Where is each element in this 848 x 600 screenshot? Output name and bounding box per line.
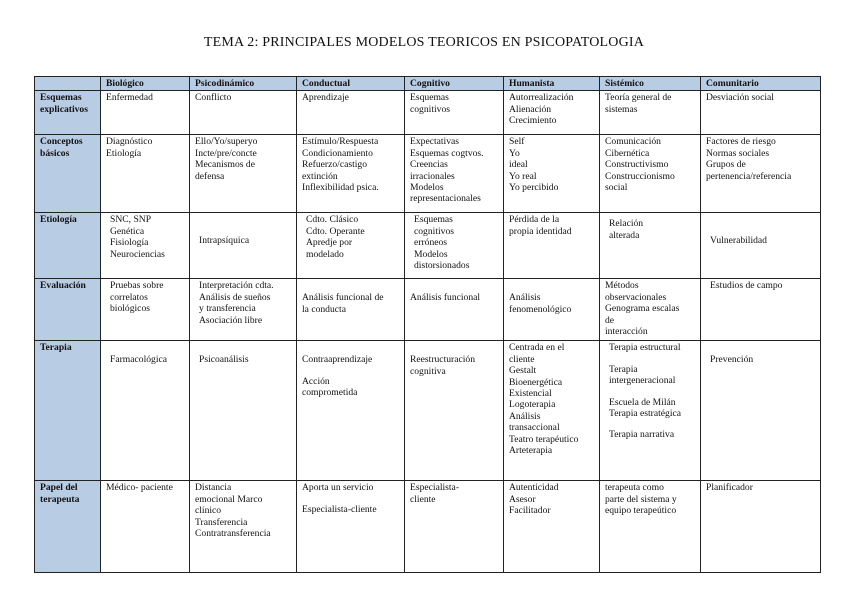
cell-line: cognitiva bbox=[410, 365, 446, 377]
cell-line: Aprendizaje bbox=[302, 92, 349, 104]
row-header-line: Terapia bbox=[40, 342, 72, 354]
cell-line: representacionales bbox=[410, 193, 481, 205]
cell-line: Estímulo/Respuesta bbox=[302, 136, 379, 148]
cell-conceptos-basicos-humanista bbox=[504, 135, 600, 213]
cell-line: Farmacológica bbox=[110, 354, 168, 366]
cell-line: pertenencia/referencia bbox=[706, 170, 792, 182]
cell-line: social bbox=[605, 182, 628, 194]
cell-line: propia identidad bbox=[509, 225, 572, 237]
row-header-line: Etiología bbox=[40, 214, 77, 226]
cell-papel-del-terapeuta-conductual bbox=[297, 481, 405, 573]
cell-line: Especialista-cliente bbox=[302, 503, 377, 515]
cell-line: Análisis funcional bbox=[410, 292, 481, 304]
cell-line: y transferencia bbox=[199, 303, 256, 315]
row-header-line: Papel del bbox=[40, 482, 78, 494]
header-row bbox=[35, 77, 821, 91]
cell-line: Acción bbox=[302, 375, 330, 387]
row-papel-del-terapeuta bbox=[35, 481, 821, 573]
cell-papel-del-terapeuta-cognitivo bbox=[405, 481, 504, 573]
cell-etiologia-psicodinamico bbox=[190, 213, 297, 279]
cell-spacer bbox=[609, 419, 695, 429]
cell-line: observacionales bbox=[605, 291, 667, 303]
cell-line: Centrada en el bbox=[509, 342, 565, 354]
cell-line: Modelos bbox=[410, 182, 444, 194]
cell-etiologia-conductual bbox=[297, 213, 405, 279]
cell-line: Ello/Yo/superyo bbox=[195, 136, 258, 148]
cell-line: Terapia estratégica bbox=[609, 408, 682, 420]
cell-terapia-conductual bbox=[297, 341, 405, 481]
cell-line: Mecanismos de bbox=[195, 159, 255, 171]
cell-esquemas-explicativos-cognitivo bbox=[405, 91, 504, 135]
cell-etiologia-cognitivo bbox=[405, 213, 504, 279]
col-header-humanista: Humanista bbox=[504, 77, 600, 91]
cell-etiologia-biologico bbox=[101, 213, 190, 279]
cell-line: clínico bbox=[195, 505, 222, 517]
cell-line: Planificador bbox=[706, 482, 753, 494]
cell-line: Pérdida de la bbox=[509, 214, 560, 226]
cell-terapia-humanista bbox=[504, 341, 600, 481]
row-header-line: Evaluación bbox=[40, 280, 86, 292]
cell-line: Médico- paciente bbox=[106, 482, 173, 494]
cell-line: Comunicación bbox=[605, 136, 661, 148]
cell-line: Enfermedad bbox=[106, 92, 153, 104]
cell-line: Contratransferencia bbox=[195, 528, 271, 540]
cell-evaluacion-psicodinamico bbox=[190, 279, 297, 341]
cell-etiologia-humanista bbox=[504, 213, 600, 279]
cell-line: Existencial bbox=[509, 388, 552, 400]
cell-spacer bbox=[302, 494, 399, 504]
cell-esquemas-explicativos-comunitario bbox=[701, 91, 821, 135]
col-header-sistemico: Sistémico bbox=[600, 77, 701, 91]
cell-line: Inflexibilidad psica. bbox=[302, 182, 379, 194]
cell-line: Cdto. Operante bbox=[306, 225, 365, 237]
cell-line: Autenticidad bbox=[509, 482, 559, 494]
cell-line: Reestructuración bbox=[410, 354, 475, 366]
cell-etiologia-sistemico bbox=[600, 213, 701, 279]
cell-line: interacción bbox=[605, 326, 648, 338]
cell-line: Análisis funcional de bbox=[302, 292, 384, 304]
cell-conceptos-basicos-cognitivo bbox=[405, 135, 504, 213]
cell-line: Teoría general de bbox=[605, 92, 672, 104]
cell-line: Escuela de Milán bbox=[609, 396, 676, 408]
cell-line: emocional Marco bbox=[195, 493, 263, 505]
cell-spacer bbox=[609, 354, 695, 364]
row-header-line: terapeuta bbox=[40, 493, 80, 505]
cell-line: Esquemas cogtvos. bbox=[410, 147, 484, 159]
cell-line: Alienación bbox=[509, 103, 552, 115]
cell-line: terapeuta como bbox=[605, 482, 664, 494]
col-header-comunitario: Comunitario bbox=[701, 77, 821, 91]
cell-line: modelado bbox=[306, 248, 344, 260]
cell-line: Autorrealización bbox=[509, 92, 574, 104]
cell-conceptos-basicos-sistemico bbox=[600, 135, 701, 213]
cell-line: Métodos bbox=[605, 280, 639, 292]
cell-line: cognitivos bbox=[410, 103, 450, 115]
cell-line: transaccional bbox=[509, 422, 560, 434]
cell-papel-del-terapeuta-psicodinamico bbox=[190, 481, 297, 573]
cell-line: Estudios de campo bbox=[710, 280, 783, 292]
cell-line: Esquemas bbox=[414, 214, 453, 226]
cell-terapia-sistemico bbox=[600, 341, 701, 481]
cell-evaluacion-sistemico bbox=[600, 279, 701, 341]
row-header-line: básicos bbox=[40, 147, 70, 159]
cell-line: Intrapsíquica bbox=[199, 235, 250, 247]
col-header-psicodinamico: Psicodinámico bbox=[190, 77, 297, 91]
cell-line: Terapia narrativa bbox=[609, 429, 675, 441]
cell-evaluacion-comunitario bbox=[701, 279, 821, 341]
cell-line: Normas sociales bbox=[706, 147, 770, 159]
cell-line: Facilitador bbox=[509, 505, 551, 517]
cell-line: Yo percibido bbox=[509, 182, 559, 194]
cell-papel-del-terapeuta-comunitario bbox=[701, 481, 821, 573]
cell-line: Pruebas sobre bbox=[110, 280, 164, 292]
cell-line: Prevención bbox=[710, 354, 754, 366]
cell-line: Grupos de bbox=[706, 159, 746, 171]
row-header-esquemas-explicativos bbox=[35, 91, 101, 135]
cell-line: Logoterapia bbox=[509, 399, 556, 411]
cell-line: Constructivismo bbox=[605, 159, 669, 171]
cell-line: Gestalt bbox=[509, 365, 537, 377]
cell-line: Genograma escalas bbox=[605, 303, 680, 315]
cell-line: Cdto. Clásico bbox=[306, 214, 359, 226]
cell-line: la conducta bbox=[302, 303, 346, 315]
cell-line: extinción bbox=[302, 170, 338, 182]
cell-line: Arteterapia bbox=[509, 445, 553, 457]
cell-conceptos-basicos-biologico bbox=[101, 135, 190, 213]
cell-line: equipo terapeútico bbox=[605, 505, 677, 517]
cell-line: Expectativas bbox=[410, 136, 460, 148]
row-conceptos-basicos bbox=[35, 135, 821, 213]
cell-line: Esquemas bbox=[410, 92, 449, 104]
row-header-etiologia bbox=[35, 213, 101, 279]
cell-line: Interpretación cdta. bbox=[199, 280, 274, 292]
cell-conceptos-basicos-comunitario bbox=[701, 135, 821, 213]
cell-line: Bioenergética bbox=[509, 376, 563, 388]
cell-spacer bbox=[609, 387, 695, 397]
cell-line: Yo bbox=[509, 147, 520, 159]
row-esquemas-explicativos bbox=[35, 91, 821, 135]
col-header-biologico: Biológico bbox=[101, 77, 190, 91]
cell-line: de bbox=[605, 314, 615, 326]
cell-line: Conflicto bbox=[195, 92, 232, 104]
cell-line: Asesor bbox=[509, 493, 536, 505]
cell-line: Fisiología bbox=[110, 237, 149, 249]
cell-line: Genética bbox=[110, 225, 145, 237]
cell-line: intergeneracional bbox=[609, 375, 676, 387]
cell-terapia-biologico bbox=[101, 341, 190, 481]
cell-line: Especialista- bbox=[410, 482, 460, 494]
cell-line: cliente bbox=[410, 493, 436, 505]
cell-line: Análisis de sueños bbox=[199, 291, 271, 303]
row-header-line: Conceptos bbox=[40, 136, 83, 148]
cell-line: ideal bbox=[509, 159, 528, 171]
cell-line: Neurociencias bbox=[110, 248, 165, 260]
cell-line: Modelos bbox=[414, 248, 448, 260]
cell-evaluacion-cognitivo bbox=[405, 279, 504, 341]
cell-line: Teatro terapéutico bbox=[509, 433, 579, 445]
cell-line: correlatos bbox=[110, 291, 148, 303]
cell-line: cliente bbox=[509, 353, 535, 365]
cell-line: comprometida bbox=[302, 387, 358, 399]
row-header-terapia bbox=[35, 341, 101, 481]
models-table bbox=[34, 76, 821, 573]
row-terapia bbox=[35, 341, 821, 481]
cell-terapia-cognitivo bbox=[405, 341, 504, 481]
cell-conceptos-basicos-psicodinamico bbox=[190, 135, 297, 213]
row-header-papel-del-terapeuta bbox=[35, 481, 101, 573]
cell-line: Relación bbox=[609, 218, 644, 230]
cell-line: SNC, SNP bbox=[110, 214, 152, 226]
cell-line: Distancia bbox=[195, 482, 232, 494]
cell-line: fenomenológico bbox=[509, 303, 572, 315]
row-header-line: explicativos bbox=[40, 103, 88, 115]
cell-line: erróneos bbox=[414, 237, 448, 249]
cell-line: irracionales bbox=[410, 170, 455, 182]
cell-line: Desviación social bbox=[706, 92, 774, 104]
cell-terapia-psicodinamico bbox=[190, 341, 297, 481]
cell-esquemas-explicativos-psicodinamico bbox=[190, 91, 297, 135]
row-header-line: Esquemas bbox=[40, 92, 82, 104]
page-title: TEMA 2: PRINCIPALES MODELOS TEORICOS EN PSICOPATOLOGIA bbox=[203, 35, 645, 50]
cell-line: Self bbox=[509, 136, 525, 148]
cell-papel-del-terapeuta-humanista bbox=[504, 481, 600, 573]
col-header-conductual: Conductual bbox=[297, 77, 405, 91]
cell-esquemas-explicativos-sistemico bbox=[600, 91, 701, 135]
cell-line: Análisis bbox=[509, 410, 541, 422]
cell-papel-del-terapeuta-sistemico bbox=[600, 481, 701, 573]
cell-line: Aporta un servicio bbox=[302, 482, 374, 494]
cell-esquemas-explicativos-conductual bbox=[297, 91, 405, 135]
cell-line: Refuerzo/castigo bbox=[302, 159, 367, 171]
cell-line: alterada bbox=[609, 229, 640, 241]
cell-line: distorsionados bbox=[414, 260, 470, 272]
cell-line: parte del sistema y bbox=[605, 493, 677, 505]
cell-terapia-comunitario bbox=[701, 341, 821, 481]
cell-line: cognitivos bbox=[414, 225, 454, 237]
cell-papel-del-terapeuta-biologico bbox=[101, 481, 190, 573]
cell-line: Vulnerabilidad bbox=[710, 235, 767, 247]
cell-line: Factores de riesgo bbox=[706, 136, 776, 148]
cell-line: Terapia bbox=[609, 363, 638, 375]
cell-line: Terapia estructural bbox=[609, 342, 681, 354]
cell-evaluacion-humanista bbox=[504, 279, 600, 341]
cell-line: Creencias bbox=[410, 159, 448, 171]
cell-line: Cibernética bbox=[605, 147, 650, 159]
cell-line: Análisis bbox=[509, 292, 541, 304]
cell-line: Yo real bbox=[509, 170, 537, 182]
cell-esquemas-explicativos-biologico bbox=[101, 91, 190, 135]
cell-line: Etiología bbox=[106, 147, 142, 159]
cell-line: Apredje por bbox=[306, 237, 353, 249]
corner-cell bbox=[35, 77, 101, 91]
cell-line: Asociación libre bbox=[199, 314, 263, 326]
cell-line: Transferencia bbox=[195, 516, 248, 528]
cell-line: Psicoanálisis bbox=[199, 354, 249, 366]
cell-line: Diagnóstico bbox=[106, 136, 153, 148]
cell-line: Incte/pre/concte bbox=[195, 147, 257, 159]
cell-evaluacion-biologico bbox=[101, 279, 190, 341]
cell-etiologia-comunitario bbox=[701, 213, 821, 279]
row-header-evaluacion bbox=[35, 279, 101, 341]
cell-line: Crecimiento bbox=[509, 115, 557, 127]
row-etiologia bbox=[35, 213, 821, 279]
row-header-conceptos-basicos bbox=[35, 135, 101, 213]
cell-line: sistemas bbox=[605, 103, 638, 115]
cell-line: Construccionismo bbox=[605, 170, 675, 182]
cell-conceptos-basicos-conductual bbox=[297, 135, 405, 213]
row-evaluacion bbox=[35, 279, 821, 341]
cell-esquemas-explicativos-humanista bbox=[504, 91, 600, 135]
cell-evaluacion-conductual bbox=[297, 279, 405, 341]
col-header-cognitivo: Cognitivo bbox=[405, 77, 504, 91]
cell-line: defensa bbox=[195, 170, 225, 182]
cell-line: Condicionamiento bbox=[302, 147, 373, 159]
cell-line: Contraaprendizaje bbox=[302, 354, 373, 366]
cell-spacer bbox=[302, 366, 399, 376]
cell-line: biológicos bbox=[110, 303, 150, 315]
